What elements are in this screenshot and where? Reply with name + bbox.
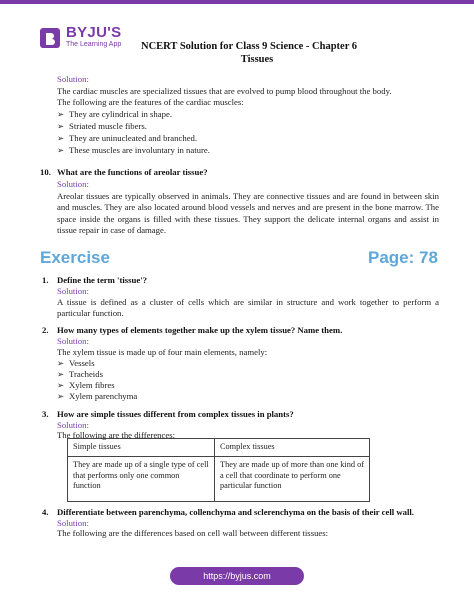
ex3-solution-label: Solution: bbox=[57, 420, 89, 430]
ex2-intro: The xylem tissue is made up of four main elements, namely: bbox=[57, 347, 268, 357]
ex2-bullet: ➢ Xylem fibres bbox=[57, 380, 115, 390]
ex2-bullet: ➢ Vessels bbox=[57, 358, 95, 368]
q9-bullet: ➢ They are uninucleated and branched. bbox=[57, 133, 198, 143]
arrow-bullet-icon: ➢ bbox=[57, 133, 65, 143]
arrow-bullet-icon: ➢ bbox=[57, 145, 65, 155]
ex2-solution-label: Solution: bbox=[57, 336, 89, 346]
ex4-number: 4. bbox=[42, 507, 49, 517]
q9-bullet: ➢ Striated muscle fibers. bbox=[57, 121, 147, 131]
ex4-intro: The following are the differences based on cell wall between different tissues: bbox=[57, 528, 329, 538]
q10-question: What are the functions of areolar tissue? bbox=[57, 167, 208, 177]
ex3-question: How are simple tissues different from complex tissues in plants? bbox=[57, 409, 294, 419]
ex1-question: Define the term 'tissue'? bbox=[57, 275, 147, 285]
byjus-logo[interactable] bbox=[40, 26, 132, 52]
table-header-cell: Simple tissues bbox=[68, 439, 215, 457]
ex1-solution-label: Solution: bbox=[57, 286, 89, 296]
q10-answer: Areolar tissues are typically observed in animals. They are connective tissues and are found in between skin and muscles. They are also located around blood vessels and nerves and are present in the bone marrow. The space inside the organs is filled with these tissues. They support the delicate internal organs and assist in tissue repair in case of damage. bbox=[57, 191, 439, 235]
byjus-logo-icon bbox=[40, 26, 61, 50]
arrow-bullet-icon: ➢ bbox=[57, 380, 65, 390]
table-cell: They are made up of more than one kind of a cell that coordinate to perform one particular function bbox=[215, 457, 370, 502]
arrow-bullet-icon: ➢ bbox=[57, 358, 65, 368]
ex2-question: How many types of elements together make up the xylem tissue? Name them. bbox=[57, 325, 343, 335]
q9-answer-line-2: The following are the features of the cardiac muscles: bbox=[57, 97, 244, 107]
q10-solution-label: Solution: bbox=[57, 179, 89, 189]
q10-number: 10. bbox=[40, 167, 51, 177]
ex4-solution-label: Solution: bbox=[57, 518, 89, 528]
ex1-number: 1. bbox=[42, 275, 49, 285]
q9-answer-line-1: The cardiac muscles are specialized tissues that are evolved to pump blood throughout the body. bbox=[57, 86, 392, 96]
ex4-question: Differentiate between parenchyma, collenchyma and sclerenchyma on the basis of their cell wall. bbox=[57, 507, 414, 517]
arrow-bullet-icon: ➢ bbox=[57, 391, 65, 401]
arrow-bullet-icon: ➢ bbox=[57, 369, 65, 379]
q9-bullet: ➢ These muscles are involuntary in nature. bbox=[57, 145, 210, 155]
table-header-row bbox=[68, 439, 370, 457]
differences-table bbox=[67, 438, 370, 502]
top-accent-bar bbox=[0, 0, 474, 4]
table-header-cell: Complex tissues bbox=[215, 439, 370, 457]
footer-url-link[interactable]: https://byjus.com bbox=[170, 567, 304, 585]
page-title: NCERT Solution for Class 9 Science - Chapter 6 bbox=[141, 41, 358, 52]
q9-solution-label: Solution: bbox=[57, 74, 89, 84]
arrow-bullet-icon: ➢ bbox=[57, 109, 65, 119]
ex2-bullet: ➢ Xylem parenchyma bbox=[57, 391, 138, 401]
ex2-bullet: ➢ Tracheids bbox=[57, 369, 103, 379]
arrow-bullet-icon: ➢ bbox=[57, 121, 65, 131]
exercise-heading: Exercise bbox=[40, 248, 110, 267]
brand-name: BYJU'S bbox=[66, 24, 122, 41]
brand-tagline: The Learning App bbox=[66, 41, 122, 48]
ex1-answer: A tissue is defined as a cluster of cells which are similar in structure and work together to perform a particular function. bbox=[57, 297, 439, 319]
table-row bbox=[68, 457, 370, 502]
ex2-number: 2. bbox=[42, 325, 49, 335]
ex3-number: 3. bbox=[42, 409, 49, 419]
ex3-intro: The following are the differences: bbox=[57, 430, 176, 440]
table-cell: They are made up of a single type of cell that performs only one common function bbox=[68, 457, 215, 502]
page-number: Page: 78 bbox=[368, 248, 438, 267]
page-subtitle: Tissues bbox=[240, 54, 274, 65]
q9-bullet: ➢ They are cylindrical in shape. bbox=[57, 109, 172, 119]
